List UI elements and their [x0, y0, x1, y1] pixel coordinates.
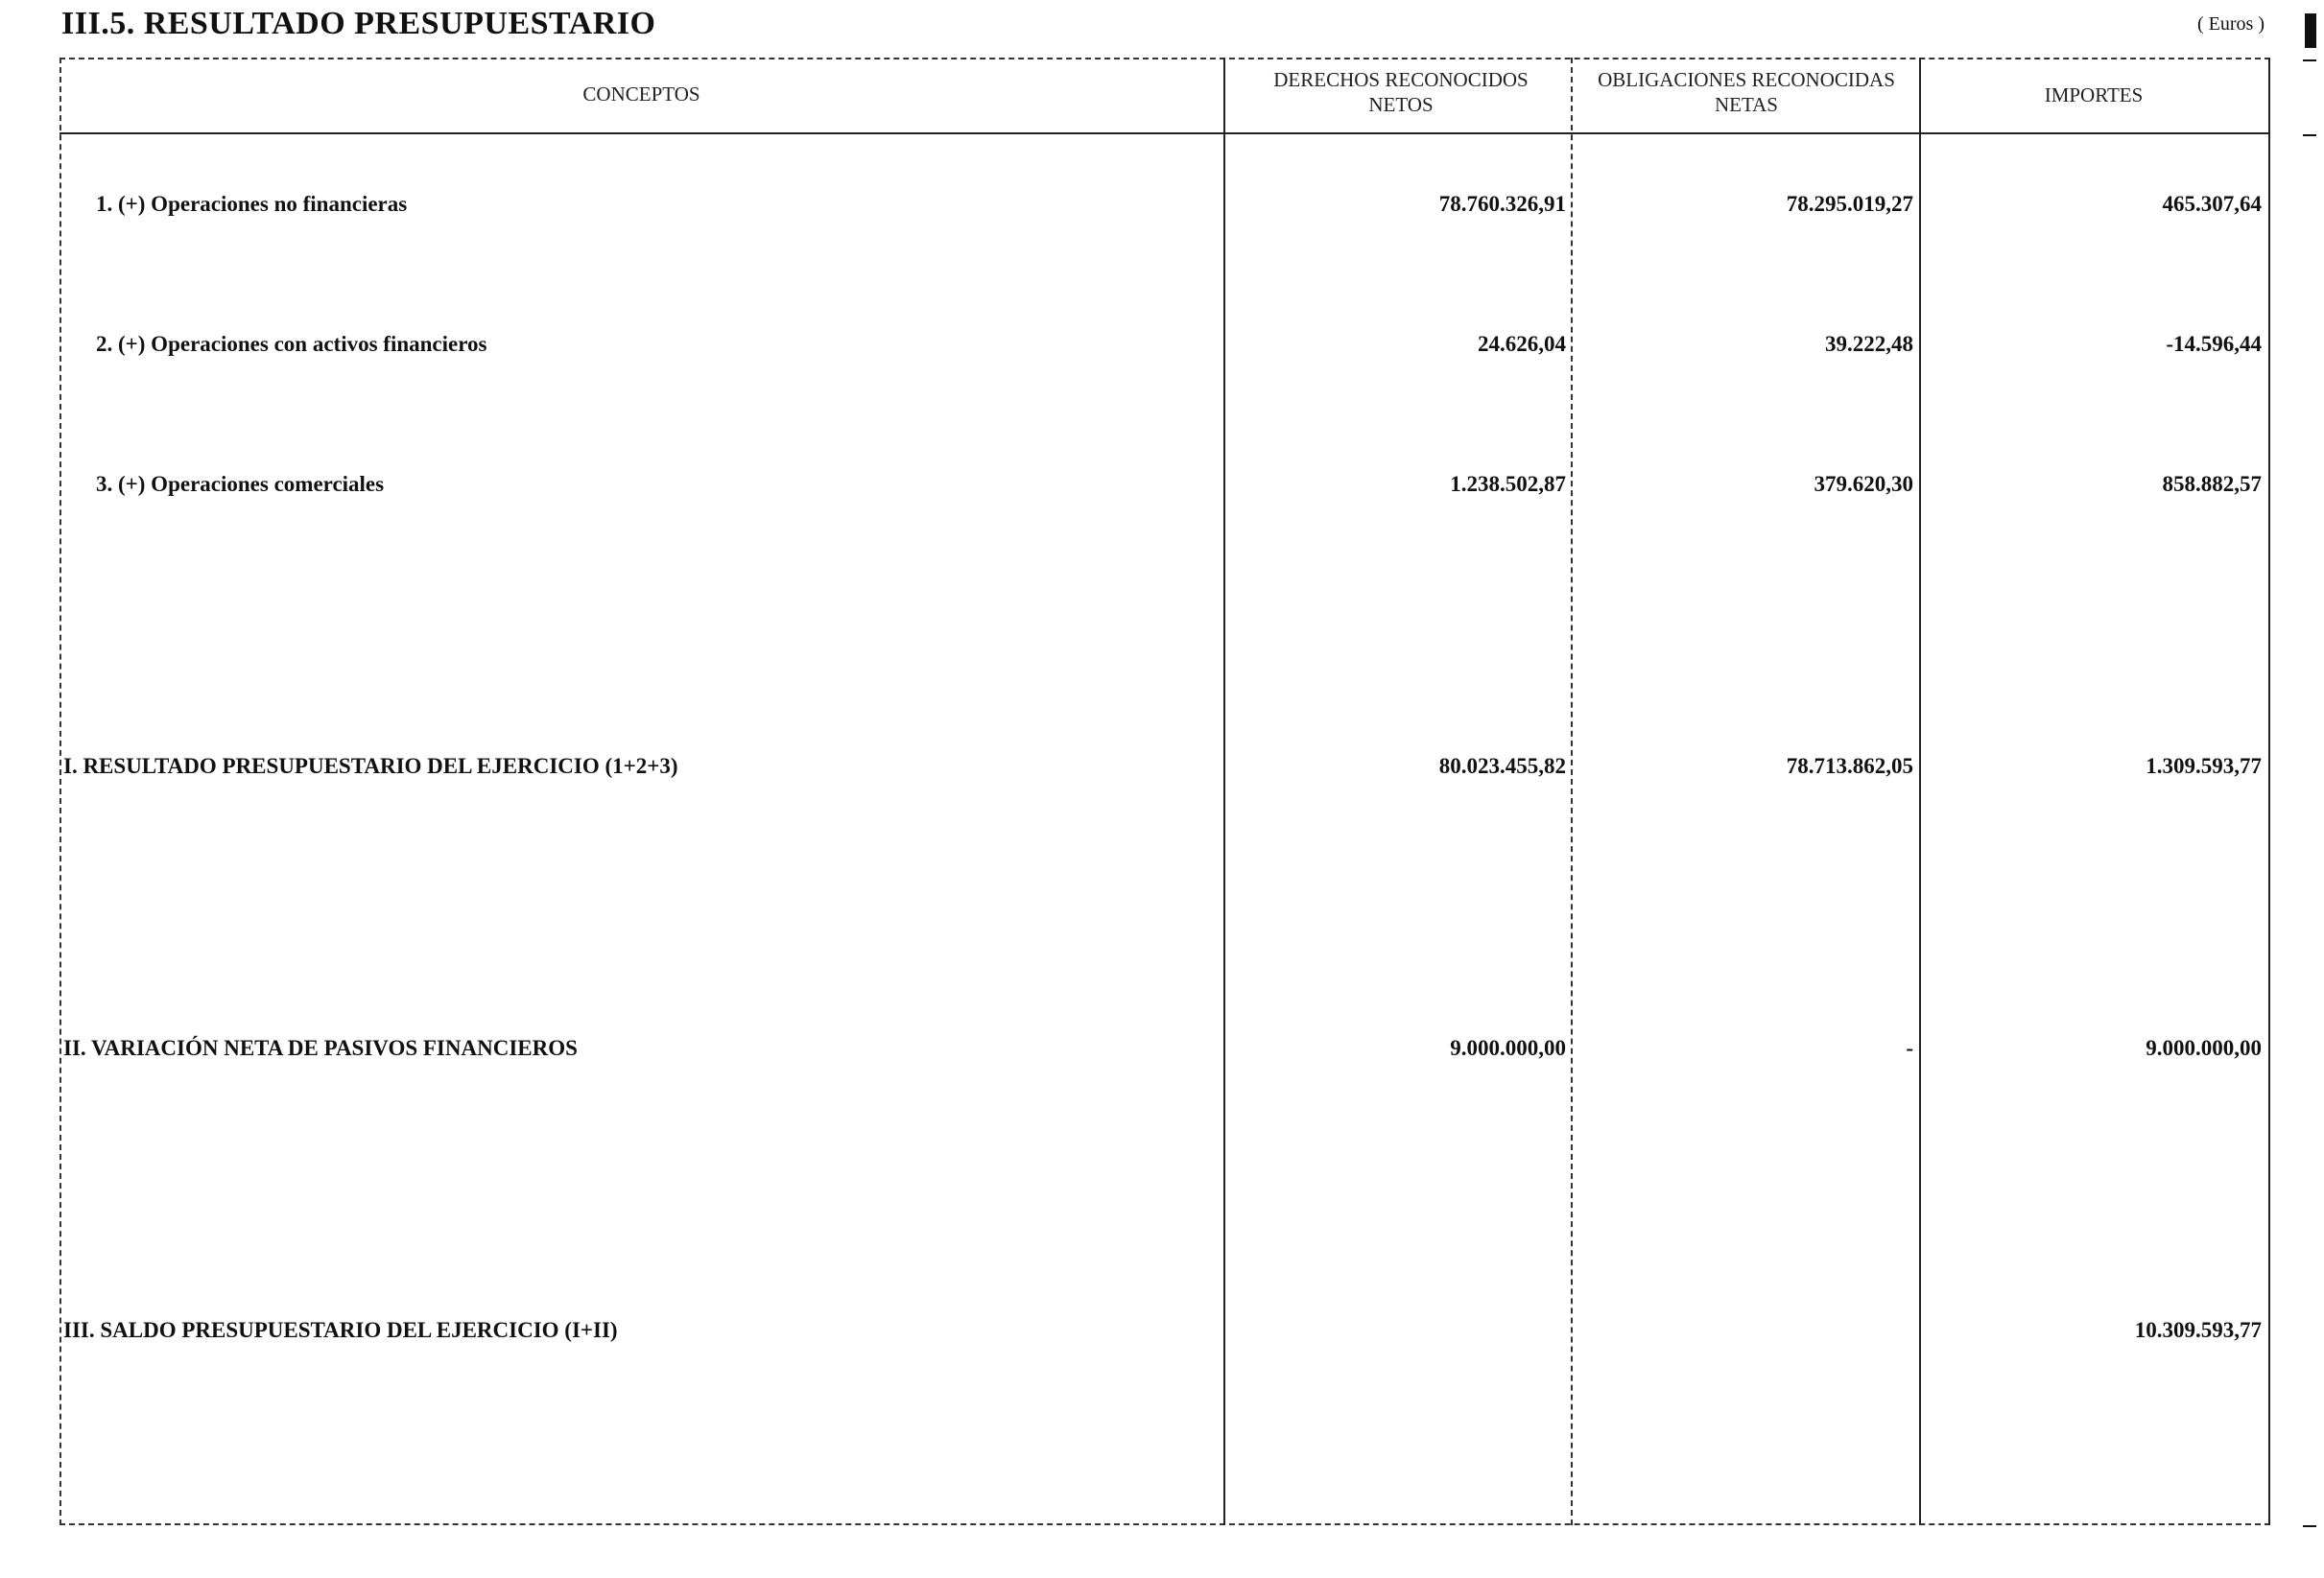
row-2-importes: -14.596,44 — [2166, 332, 2262, 356]
header-derechos: DERECHOS RECONOCIDOS NETOS — [1273, 68, 1529, 116]
header-obligaciones: OBLIGACIONES RECONOCIDAS NETAS — [1598, 68, 1895, 116]
header-conceptos: CONCEPTOS — [582, 82, 700, 106]
row-1-obligaciones: 78.295.019,27 — [1786, 192, 1913, 216]
scan-edge-mark — [2303, 59, 2316, 61]
row-saldo-importes: 10.309.593,77 — [2134, 1318, 2262, 1342]
row-label-1: 1. (+) Operaciones no financieras — [96, 192, 408, 216]
row-variacion-importes: 9.000.000,00 — [2146, 1036, 2262, 1060]
row-resultado-derechos: 80.023.455,82 — [1438, 754, 1566, 778]
scan-edge-mark — [2305, 13, 2316, 48]
row-resultado-obligaciones: 78.713.862,05 — [1786, 754, 1913, 778]
row-variacion-obligaciones: - — [1906, 1036, 1913, 1060]
budget-result-table — [59, 58, 2270, 1525]
row-3-derechos: 1.238.502,87 — [1450, 472, 1566, 496]
header-bottom-rule — [59, 132, 2270, 134]
column-divider — [1571, 58, 1573, 1525]
row-label-resultado: I. RESULTADO PRESUPUESTARIO DEL EJERCICIO (1+2+3) — [63, 754, 678, 778]
row-3-importes: 858.882,57 — [2162, 472, 2262, 496]
scan-edge-mark — [2303, 1525, 2316, 1527]
row-2-obligaciones: 39.222,48 — [1825, 332, 1913, 356]
row-resultado-importes: 1.309.593,77 — [2146, 754, 2262, 778]
row-label-3: 3. (+) Operaciones comerciales — [96, 472, 385, 496]
header-importes: IMPORTES — [2044, 83, 2144, 106]
row-label-2: 2. (+) Operaciones con activos financieros — [96, 332, 487, 356]
row-2-derechos: 24.626,04 — [1478, 332, 1566, 356]
scan-edge-mark — [2303, 134, 2316, 136]
right-border — [2268, 58, 2270, 1525]
row-label-saldo: III. SALDO PRESUPUESTARIO DEL EJERCICIO (I+II) — [63, 1318, 618, 1342]
row-3-obligaciones: 379.620,30 — [1814, 472, 1913, 496]
row-1-derechos: 78.760.326,91 — [1438, 192, 1566, 216]
page-title: III.5. RESULTADO PRESUPUESTARIO — [61, 6, 656, 41]
row-1-importes: 465.307,64 — [2162, 192, 2262, 216]
column-divider — [1919, 58, 1921, 1525]
row-variacion-derechos: 9.000.000,00 — [1450, 1036, 1566, 1060]
row-label-variacion: II. VARIACIÓN NETA DE PASIVOS FINANCIEROS — [63, 1036, 578, 1060]
unit-label: ( Euros ) — [2197, 13, 2265, 35]
column-divider — [1223, 58, 1225, 1525]
